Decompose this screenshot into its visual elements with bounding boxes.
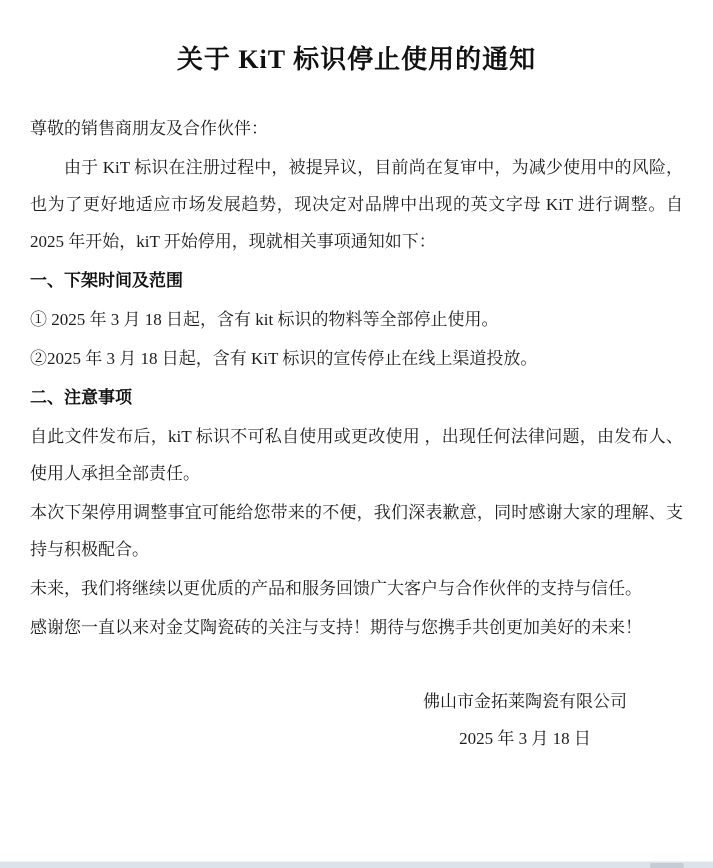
salutation-line: 尊敬的销售商朋友及合作伙伴： [30,119,268,138]
section2-paragraph-3: 未来，我们将继续以更优质的产品和服务回馈广大客户与合作伙伴的支持与信任。 [30,579,642,598]
section1-item-1: ① 2025 年 3 月 18 日起，含有 kit 标识的物料等全部停止使用。 [30,310,499,329]
section1-item-2: ②2025 年 3 月 18 日起，含有 KiT 标识的宣传停止在线上渠道投放。 [30,349,538,368]
intro-paragraph: 由于 KiT 标识在注册过程中，被提异议，目前尚在复审中，为减少使用中的风险，也为了更好地适应市场发展趋势，现决定对品牌中出现的英文字母 KiT 进行调整。自 2025 年开始，kiT 开始停用，现就相关事项通知如下： [30,158,683,251]
section1-heading: 一、下架时间及范围 [30,271,183,290]
signature-date: 2025 年 3 月 18 日 [459,729,591,748]
section2-paragraph-1: 自此文件发布后，kiT 标识不可私自使用或更改使用 ，出现任何法律问题，由发布人、使用人承担全部责任。 [30,427,683,483]
page-title: 关于 KiT 标识停止使用的通知 [176,45,537,74]
scrollbar-thumb[interactable] [650,863,684,868]
section2-paragraph-4: 感谢您一直以来对金艾陶瓷砖的关注与支持！期待与您携手共创更加美好的未来！ [30,618,642,637]
horizontal-scrollbar[interactable] [0,861,713,868]
section2-heading: 二、注意事项 [30,388,132,407]
section2-paragraph-2: 本次下架停用调整事宜可能给您带来的不便，我们深表歉意，同时感谢大家的理解、支持与积极配合。 [30,503,683,559]
signature-company: 佛山市金拓莱陶瓷有限公司 [423,692,627,711]
signature-block [423,683,627,757]
